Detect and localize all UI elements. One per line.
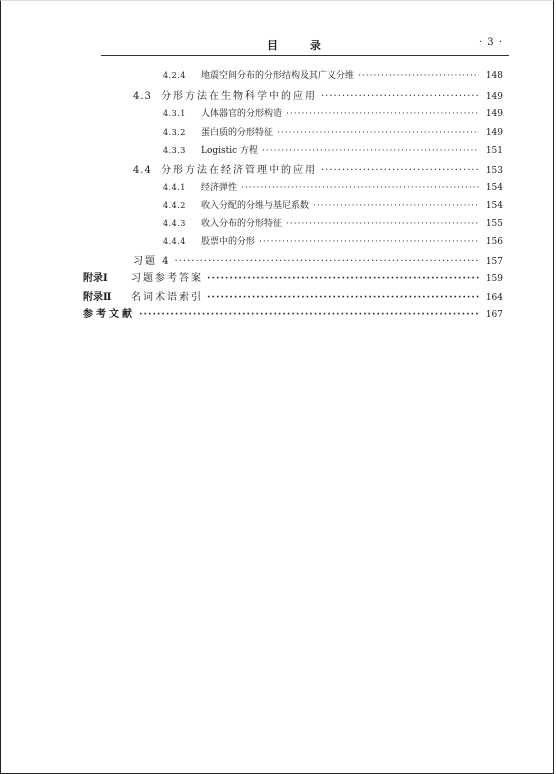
toc-entry-number: 4.3	[133, 91, 152, 102]
toc-leader-dots	[259, 237, 479, 247]
toc-entry-4-4[interactable]	[133, 161, 503, 175]
toc-entry-number: 4.2.4	[163, 71, 186, 80]
toc-entry-page: 149	[485, 109, 503, 119]
toc-entry-number: 4.4.1	[163, 183, 186, 192]
toc-entry-title: 名词术语索引	[131, 292, 203, 303]
toc-entry-page: 157	[485, 257, 503, 267]
toc-entry-number: 4.3.2	[163, 128, 186, 137]
toc-entry-4-3-2[interactable]	[163, 125, 503, 139]
toc-entry-title: 收入分布的分形特征	[201, 219, 283, 229]
toc-leader-dots	[207, 292, 479, 303]
toc-entry-4-3-1[interactable]	[163, 106, 503, 120]
toc-entry-title: 经济弹性	[201, 183, 238, 193]
toc-leader-dots	[139, 309, 479, 320]
toc-entry-number: 附录Ⅱ	[83, 292, 112, 303]
toc-entry-4-4-1[interactable]	[163, 180, 503, 194]
toc-leader-dots	[321, 91, 479, 102]
toc-entry-title: 习题参考答案	[131, 273, 203, 284]
toc-entry-title: 人体器官的分形构造	[201, 109, 283, 119]
toc-entry-page: 154	[485, 183, 503, 193]
toc-entry-title: Logistic 方程	[201, 146, 259, 156]
toc-entry-title: 地震空间分布的分形结构及其广义分维	[201, 71, 355, 81]
toc-entry-title: 分形方法在生物科学中的应用	[161, 91, 317, 102]
toc-entry-4-4-2[interactable]	[163, 198, 503, 212]
toc-entry-title: 习题 4	[133, 256, 171, 267]
toc-entry-4-4-3[interactable]	[163, 216, 503, 230]
toc-entry-page: 149	[485, 128, 503, 138]
toc-entry-page: 148	[485, 71, 503, 81]
toc-entry-4-3-3[interactable]	[163, 143, 503, 157]
toc-entry-4-3[interactable]	[133, 87, 503, 101]
toc-entry-title: 收入分配的分维与基尼系数	[201, 201, 310, 211]
toc-entry-references[interactable]	[83, 305, 503, 319]
toc-leader-dots	[175, 256, 479, 267]
toc-entry-page: 156	[485, 237, 503, 247]
toc-entry-number: 4.4	[133, 165, 152, 176]
toc-entry-page: 159	[485, 274, 503, 284]
toc-entry-appendix-1[interactable]	[83, 269, 503, 283]
toc-entry-page: 167	[485, 310, 503, 320]
toc-entry-page: 153	[485, 166, 503, 176]
toc-entry-number: 4.4.4	[163, 237, 186, 246]
toc-leader-dots	[313, 201, 479, 211]
toc-entry-title: 股票中的分形	[201, 237, 256, 247]
toc-entry-page: 154	[485, 201, 503, 211]
toc-leader-dots	[286, 219, 479, 229]
toc-entry-4-2-4[interactable]	[163, 68, 503, 82]
toc-leader-dots	[286, 109, 479, 119]
toc-leader-dots	[207, 273, 479, 284]
header-page-number: · 3 ·	[478, 37, 503, 48]
toc-leader-dots	[321, 165, 479, 176]
toc-leader-dots	[277, 128, 479, 138]
toc-entry-title: 蛋白质的分形特征	[201, 128, 274, 138]
header-title: 目 录	[267, 39, 335, 52]
toc-entry-number: 4.3.3	[163, 146, 186, 155]
toc-entry-page: 155	[485, 219, 503, 229]
toc-entry-4-4-4[interactable]	[163, 234, 503, 248]
toc-entry-page: 149	[485, 92, 503, 102]
toc-leader-dots	[241, 183, 479, 193]
toc-entry-number: 4.4.3	[163, 219, 186, 228]
toc-entry-title: 分形方法在经济管理中的应用	[161, 165, 317, 176]
toc-entry-exercises-4[interactable]	[133, 252, 503, 266]
toc-entry-appendix-2[interactable]	[83, 288, 503, 302]
running-header	[101, 37, 509, 56]
toc-leader-dots	[358, 71, 479, 81]
toc-entry-title: 参考文献	[83, 309, 135, 320]
toc-entry-page: 164	[485, 293, 503, 303]
toc-entry-number: 4.4.2	[163, 201, 186, 210]
toc-entry-page: 151	[485, 146, 503, 156]
toc-leader-dots	[262, 146, 479, 156]
toc-entry-number: 4.3.1	[163, 109, 186, 118]
toc-entry-number: 附录Ⅰ	[83, 273, 108, 284]
